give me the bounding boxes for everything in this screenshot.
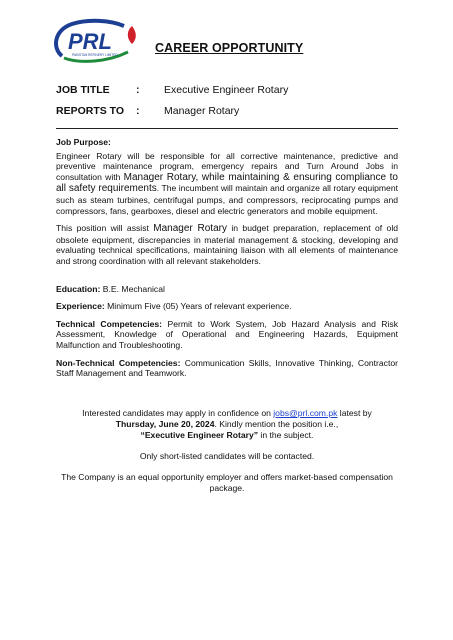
job-title-value: Executive Engineer Rotary <box>164 84 289 96</box>
experience-value: Minimum Five (05) Years of relevant experience. <box>104 301 292 312</box>
education-value: B.E. Mechanical <box>100 283 165 294</box>
reports-to-value: Manager Rotary <box>164 105 240 117</box>
job-purpose-paragraph-2 <box>56 223 398 266</box>
email-link[interactable]: jobs@prl.com.pk <box>273 408 338 418</box>
text-span: Engineer Rotary will be responsible for all corrective maintenance, predictive and preventive maintenance program, emergency repairs and Turn Around Jobs in consultation with <box>56 150 398 182</box>
education-line <box>56 284 398 295</box>
logo-text: PRL <box>68 29 112 54</box>
equal-opportunity-note: The Company is an equal opportunity employer and offers market-based compensation package. <box>61 472 393 493</box>
text-span: This position will assist <box>56 223 154 234</box>
text-span: latest by <box>337 408 372 418</box>
page-title: CAREER OPPORTUNITY <box>155 41 304 55</box>
job-purpose-paragraph-1 <box>56 151 398 217</box>
education-label: Education: <box>56 283 101 294</box>
non-technical-value: Communication Skills, Innovative Thinking, Contractor Staff Management and Teamwork. <box>56 357 398 379</box>
application-footer <box>56 408 398 504</box>
text-span: in budget preparation, replacement of old obsolete equipment, discrepancies in material management & stocking, developing and evaluating technical specifications, maintaining liaison with all elements of maintenance and strong coordination with all relevant stakeholders. <box>56 223 399 266</box>
experience-line <box>56 301 398 312</box>
non-technical-competencies <box>56 358 398 379</box>
text-span: . The incumbent will maintain and organize all rotary equipment such as steam turbines, centrifugal pumps, and compressors, reciprocating pumps and compressors, fans, gearboxes, diesel and electric generators and mobile equipment. <box>56 183 398 216</box>
text-span: . Kindly mention the position i.e., <box>214 419 339 429</box>
technical-competencies <box>56 319 398 351</box>
deadline: Thursday, June 20, 2024 <box>115 419 215 429</box>
job-description <box>56 137 398 386</box>
shortlist-note: Only short-listed candidates will be contacted. <box>139 451 315 461</box>
experience-label: Experience: <box>56 301 105 312</box>
reports-to-label: REPORTS TO <box>56 105 125 117</box>
text-span: in the subject. <box>258 430 314 440</box>
text-span: Interested candidates may apply in confidence on <box>82 408 274 418</box>
text-span: Manager Rotary <box>153 223 227 235</box>
technical-label: Technical Competencies: <box>56 318 163 329</box>
divider <box>56 128 398 129</box>
text-span: Manager Rotary, while maintaining & ensuring compliance to all safety requirements <box>56 171 398 195</box>
job-title-colon: : <box>136 84 140 96</box>
reports-to-colon: : <box>136 105 140 117</box>
technical-value: Permit to Work System, Job Hazard Analysis and Risk Assessment, Knowledge of Operational and Engineering Hazards, Equipment Malfunction and Troubleshooting. <box>56 318 398 350</box>
prl-logo <box>50 18 142 64</box>
job-title-label: JOB TITLE <box>56 84 110 96</box>
logo-subtext: PAKISTAN REFINERY LIMITED <box>72 53 118 57</box>
apply-instructions <box>56 408 398 441</box>
job-purpose-heading: Job Purpose: <box>56 137 111 147</box>
position-name: “Executive Engineer Rotary” <box>140 430 259 440</box>
non-technical-label: Non-Technical Competencies: <box>56 357 181 368</box>
